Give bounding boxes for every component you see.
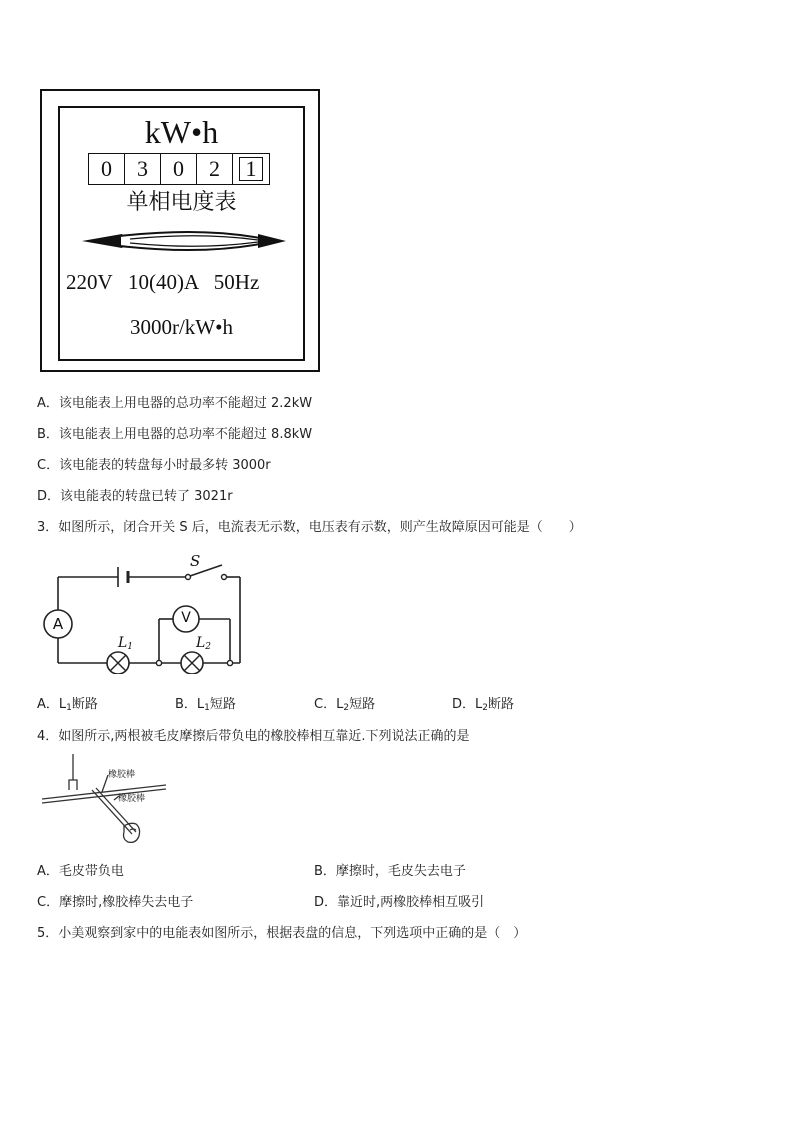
meter-unit: kW•h [144, 114, 219, 150]
meter-digit: 2 [197, 154, 233, 184]
option-b: B．该电能表上用电器的总功率不能超过 8.8kW [37, 427, 313, 442]
q3-option-d: D．$L_2$断路 [452, 697, 515, 713]
lamp-1-label: $L_1$ [118, 635, 134, 652]
ammeter-label: A [52, 615, 64, 633]
lamp-2-icon [181, 652, 203, 674]
q3-option-b: B．$L_1$短路 [175, 697, 236, 713]
meter-spec: 220V 10(40)A 50Hz [66, 270, 260, 294]
rod-label-2: 橡胶棒 [118, 794, 146, 804]
circuit-diagram [36, 552, 250, 674]
option-a: A．该电能表上用电器的总功率不能超过 2.2kW [37, 396, 313, 411]
q3-option-c: C．$L_2$短路 [314, 697, 376, 713]
rod-label-1: 橡胶棒 [108, 770, 136, 780]
meter-digit: 3 [125, 154, 161, 184]
meter-name: 单相电度表 [126, 190, 237, 215]
q3-option-a: A．$L_1$断路 [37, 697, 98, 713]
meter-digit: 0 [89, 154, 125, 184]
question-3-stem: 3．如图所示，闭合开关 S 后，电流表无示数，电压表有示数，则产生故障原因可能是（ ） [37, 520, 582, 535]
lamp-1-icon [107, 652, 129, 674]
question-5-stem: 5．小美观察到家中的电能表如图所示，根据表盘的信息，下列选项中正确的是（ ） [37, 926, 527, 941]
rubber-rod-figure [40, 752, 180, 850]
q4-option-a: A．毛皮带负电 [37, 864, 124, 879]
option-c: C．该电能表的转盘每小时最多转 3000r [37, 458, 271, 473]
meter-face [58, 106, 305, 361]
question-4-stem: 4．如图所示,两根被毛皮摩擦后带负电的橡胶棒相互靠近.下列说法正确的是 [37, 729, 470, 744]
lamp-2-label: $L_2$ [196, 635, 212, 652]
voltmeter-label: V [181, 610, 191, 626]
q4-option-c: C．摩擦时,橡胶棒失去电子 [37, 895, 194, 910]
q4-option-b: B．摩擦时，毛皮失去电子 [314, 864, 466, 879]
battery-icon [118, 567, 128, 587]
switch-label: S [190, 552, 201, 570]
meter-revolutions: 3000r/kW•h [129, 315, 233, 339]
meter-fraction-digit-cell [233, 154, 269, 184]
option-d: D．该电能表的转盘已转了 3021r [37, 489, 233, 504]
meter-fraction-digit: 1 [239, 157, 263, 181]
meter-digit: 0 [161, 154, 197, 184]
q4-option-d: D．靠近时,两橡胶棒相互吸引 [314, 895, 485, 910]
meter-arrow-icon [80, 223, 290, 259]
meter-digit-window [88, 153, 270, 185]
